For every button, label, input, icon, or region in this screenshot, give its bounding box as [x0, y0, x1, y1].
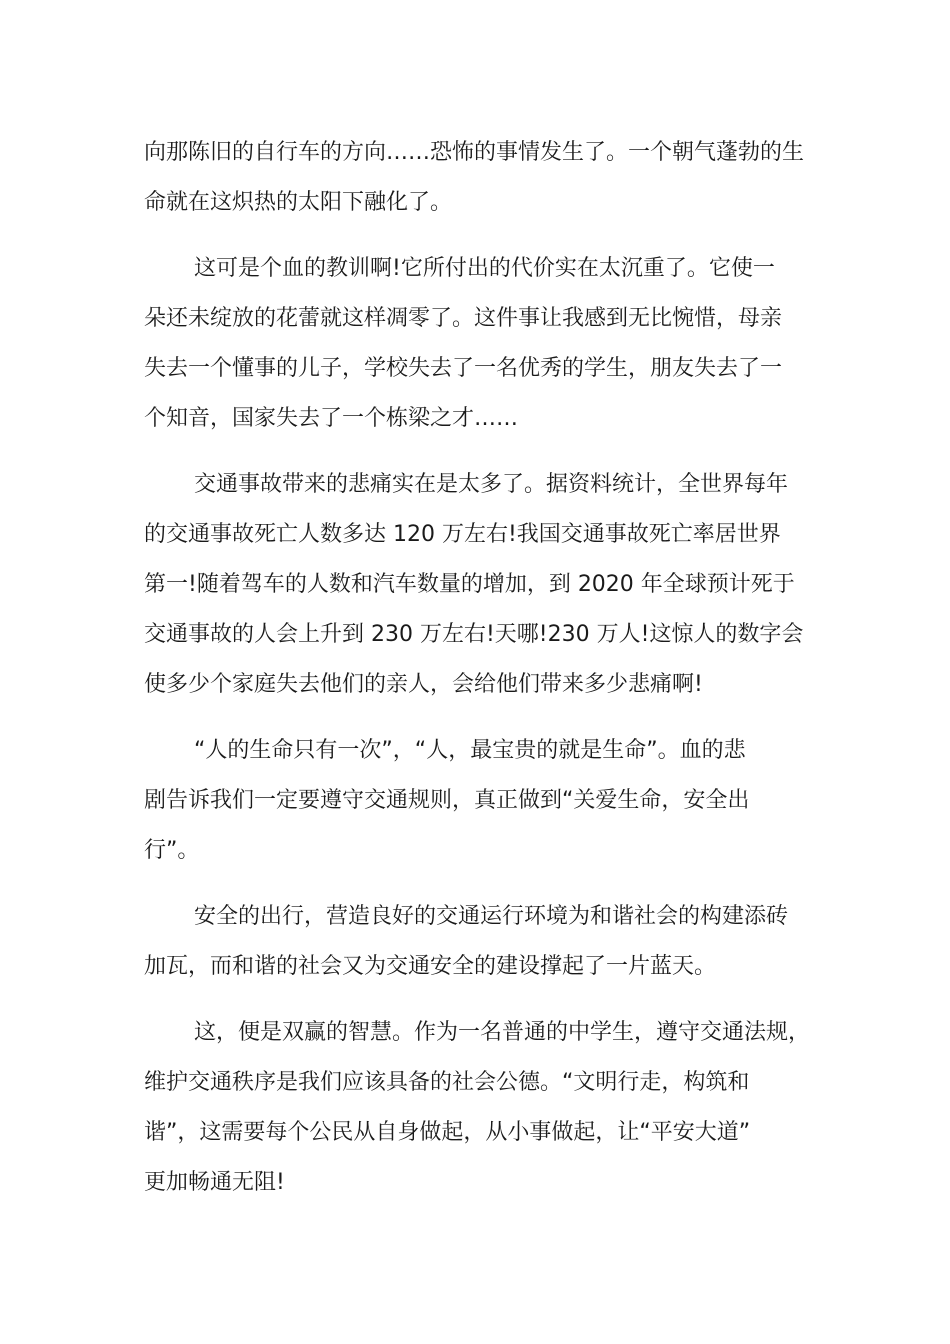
paragraph-6 [144, 1008, 810, 1208]
text-line: 这可是个血的教训啊!它所付出的代价实在太沉重了。它使一 [194, 256, 775, 281]
text-line: 谐”，这需要每个公民从自身做起，从小事做起，让“平安大道” [144, 1120, 751, 1145]
text-line: 使多少个家庭失去他们的亲人，会给他们带来多少悲痛啊! [144, 672, 703, 697]
text-line: 的交通事故死亡人数多达 120 万左右!我国交通事故死亡率居世界 [144, 522, 781, 547]
text-line: 第一!随着驾车的人数和汽车数量的增加，到 2020 年全球预计死于 [144, 572, 795, 597]
text-line: 交通事故带来的悲痛实在是太多了。据资料统计，全世界每年 [194, 472, 789, 497]
text-line: 这，便是双赢的智慧。作为一名普通的中学生，遵守交通法规， [194, 1020, 811, 1045]
text-line: 失去一个懂事的儿子，学校失去了一名优秀的学生，朋友失去了一 [144, 356, 783, 381]
text-line: 更加畅通无阻! [144, 1170, 285, 1195]
paragraph-1 [144, 128, 810, 228]
text-line: “人的生命只有一次”，“人，最宝贵的就是生命”。血的悲 [194, 738, 746, 763]
paragraph-2 [144, 244, 810, 444]
paragraph-3 [144, 460, 810, 710]
text-line: 剧告诉我们一定要遵守交通规则，真正做到“关爱生命，安全出 [144, 788, 750, 813]
text-line: 加瓦，而和谐的社会又为交通安全的建设撑起了一片蓝天。 [144, 954, 717, 979]
body-text [144, 128, 810, 1224]
text-line: 向那陈旧的自行车的方向……恐怖的事情发生了。一个朝气蓬勃的生 [144, 140, 805, 165]
text-line: 行”。 [144, 838, 200, 863]
text-line: 朵还未绽放的花蕾就这样凋零了。这件事让我感到无比惋惜，母亲 [144, 306, 783, 331]
paragraph-4 [144, 726, 810, 876]
text-line: 安全的出行，营造良好的交通运行环境为和谐社会的构建添砖 [194, 904, 789, 929]
text-line: 维护交通秩序是我们应该具备的社会公德。“文明行走，构筑和 [144, 1070, 750, 1095]
text-line: 个知音，国家失去了一个栋梁之才…… [144, 406, 519, 431]
text-line: 命就在这炽热的太阳下融化了。 [144, 190, 453, 215]
paragraph-5 [144, 892, 810, 992]
text-line: 交通事故的人会上升到 230 万左右!天哪!230 万人!这惊人的数字会 [144, 622, 804, 647]
